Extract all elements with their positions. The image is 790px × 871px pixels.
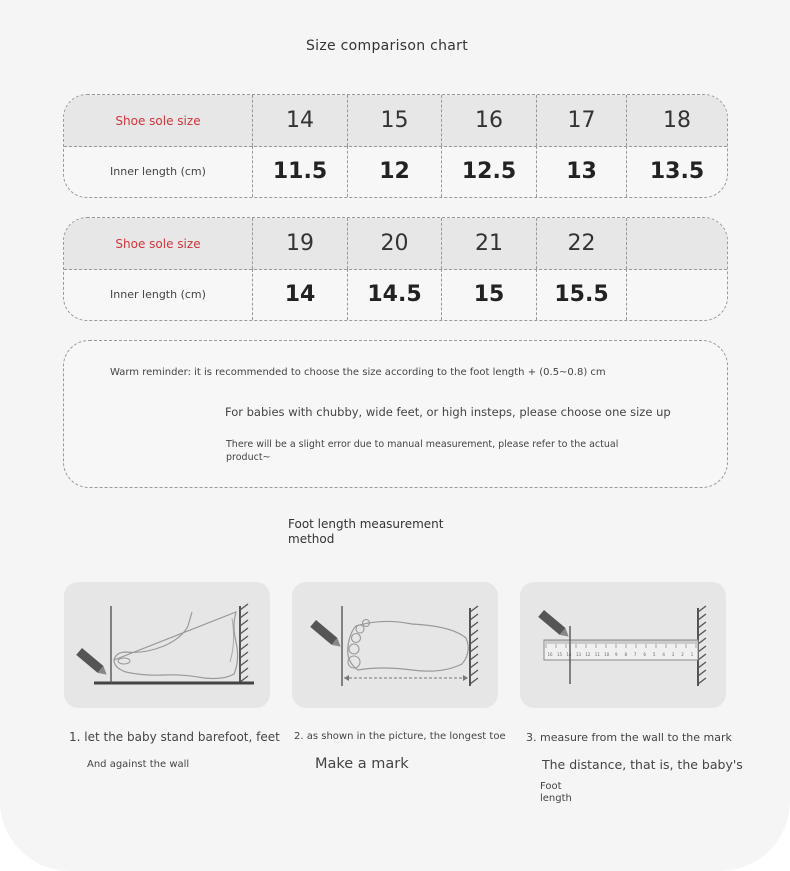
length-row xyxy=(64,146,727,197)
step-1-caption-line-2: And against the wall xyxy=(87,759,190,770)
ruler-number: 5 xyxy=(652,652,656,657)
size-value: 18 xyxy=(663,108,691,133)
size-table-1 xyxy=(63,94,728,198)
size-value: 17 xyxy=(567,108,596,133)
length-value: 15.5 xyxy=(554,282,609,307)
size-cell xyxy=(252,95,347,146)
length-value: 12 xyxy=(379,159,410,184)
size-value: 22 xyxy=(567,231,596,256)
step-3-caption-line-4: length xyxy=(540,793,572,804)
size-cell xyxy=(536,218,626,269)
ruler-measurement-icon xyxy=(520,582,726,708)
length-value: 14.5 xyxy=(367,282,422,307)
size-cell xyxy=(536,95,626,146)
size-value: 20 xyxy=(380,231,409,256)
length-cell xyxy=(252,269,347,320)
length-cell xyxy=(536,146,626,197)
size-value: 16 xyxy=(475,108,503,133)
ruler-number: 4 xyxy=(662,652,665,657)
inner-label-cell xyxy=(64,146,252,197)
step-3-caption-line-2: The distance, that is, the baby's xyxy=(542,757,743,772)
length-value: 13 xyxy=(566,159,597,184)
foot-side-view-icon xyxy=(64,582,270,708)
ruler-number: 16 xyxy=(547,652,553,657)
size-cell xyxy=(347,218,441,269)
warm-reminder-box xyxy=(63,340,728,488)
method-title-line-2: method xyxy=(288,532,335,546)
size-cell xyxy=(626,95,727,146)
size-label-cell xyxy=(64,218,252,269)
size-cell xyxy=(252,218,347,269)
method-title-line-1: Foot length measurement xyxy=(288,517,444,531)
inner-label-cell xyxy=(64,269,252,320)
size-row xyxy=(64,218,727,270)
size-value: 14 xyxy=(286,108,314,133)
size-label: Shoe sole size xyxy=(115,236,201,251)
size-cell xyxy=(626,218,727,269)
length-cell xyxy=(252,146,347,197)
length-cell xyxy=(347,269,441,320)
size-cell xyxy=(347,95,441,146)
size-label-cell xyxy=(64,95,252,146)
length-cell xyxy=(347,146,441,197)
ruler-number: 12 xyxy=(585,652,591,657)
length-cell xyxy=(441,269,536,320)
size-label: Shoe sole size xyxy=(115,113,201,128)
ruler-number: 9 xyxy=(614,652,618,657)
length-value: 13.5 xyxy=(649,159,705,184)
ruler-number: 1 xyxy=(690,652,694,657)
length-value: 15 xyxy=(473,282,505,307)
length-row xyxy=(64,269,727,320)
step-1-illustration xyxy=(64,582,270,708)
ruler-number: 11 xyxy=(594,652,600,657)
reminder-line-1: Warm reminder: it is recommended to choose the size according to the foot length + (0.5~0.8) cm xyxy=(110,367,606,378)
ruler-number: 15 xyxy=(556,652,563,657)
ruler-number: 14 xyxy=(566,652,572,657)
reminder-line-3: There will be a slight error due to manual measurement, please refer to the actual xyxy=(226,439,619,450)
reminder-line-2: For babies with chubby, wide feet, or high insteps, please choose one size up xyxy=(225,405,671,419)
length-cell xyxy=(626,269,727,320)
step-3-caption-line-3: Foot xyxy=(540,781,562,792)
size-table-2 xyxy=(63,217,728,321)
step-1-caption-line-1: 1. let the baby stand barefoot, feet xyxy=(69,730,280,744)
inner-length-label: Inner length (cm) xyxy=(110,288,206,301)
step-2-caption-line-2: Make a mark xyxy=(315,756,409,772)
size-cell xyxy=(441,95,536,146)
step-2-caption-line-1: 2. as shown in the picture, the longest toe xyxy=(294,731,506,742)
length-value: 14 xyxy=(284,282,316,307)
ruler-number: 6 xyxy=(643,652,646,657)
page-title: Size comparison chart xyxy=(305,38,469,54)
ruler-number: 2 xyxy=(681,652,684,657)
size-value: 19 xyxy=(286,231,314,256)
reminder-line-3b: product~ xyxy=(226,452,271,463)
length-cell xyxy=(626,146,727,197)
size-row xyxy=(64,95,727,147)
length-value: 12.5 xyxy=(461,159,517,184)
length-cell xyxy=(441,146,536,197)
step-2-illustration xyxy=(292,582,498,708)
ruler-number: 3 xyxy=(671,652,675,657)
step-3-illustration xyxy=(520,582,726,708)
step-3-caption-line-1: 3. measure from the wall to the mark xyxy=(526,731,732,744)
size-cell xyxy=(441,218,536,269)
ruler-number: 13 xyxy=(575,652,581,657)
ruler-number: 8 xyxy=(624,652,628,657)
inner-length-label: Inner length (cm) xyxy=(110,165,206,178)
ruler-number: 10 xyxy=(604,652,610,657)
foot-top-view-icon xyxy=(292,582,498,708)
length-value: 11.5 xyxy=(272,159,328,184)
size-value: 15 xyxy=(380,108,409,133)
method-title xyxy=(288,517,468,547)
length-cell xyxy=(536,269,626,320)
ruler-number: 7 xyxy=(633,652,637,657)
size-value: 21 xyxy=(475,231,503,256)
